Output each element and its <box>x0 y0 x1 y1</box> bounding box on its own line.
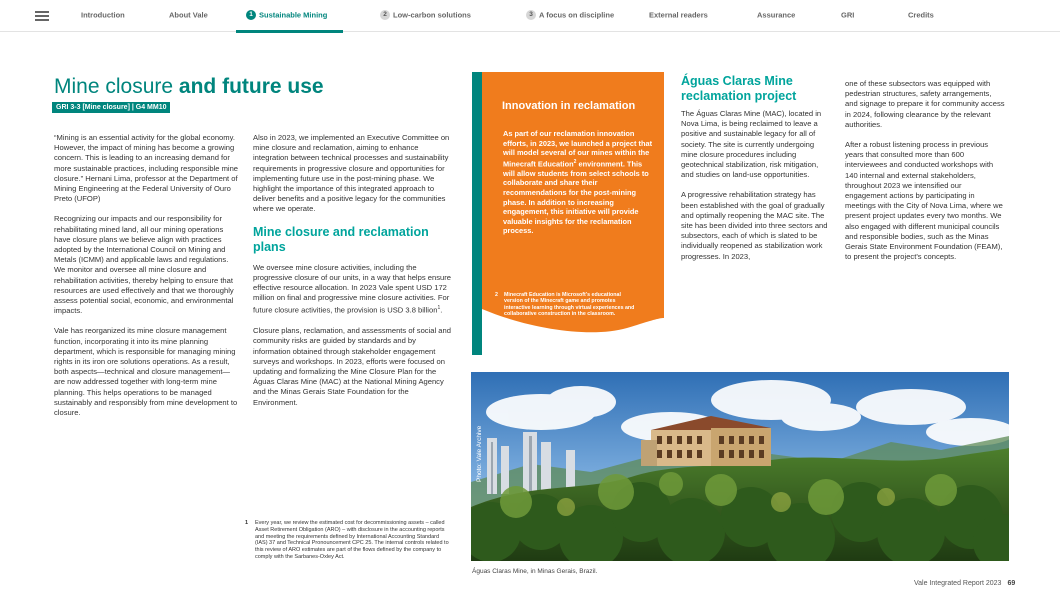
section-heading: Mine closure and reclamation plans <box>253 224 429 254</box>
page-footer <box>914 580 1015 587</box>
nav-label: Credits <box>908 10 934 20</box>
title-light: Mine closure <box>54 75 174 98</box>
callout-footnote <box>495 292 635 318</box>
photo-credit: Photo: Vale Archive <box>476 425 483 482</box>
footnote <box>245 520 450 561</box>
title-bold: and future use <box>178 75 324 98</box>
body-paragraph: Recognizing our impacts and our responsibility for rehabilitating mined land, all our mining operations have closure plans we believe align with practices adopted by the International Council on Mining and Metals (ICMM) and applicable laws and regulations. We monitor and oversee all mine closure and rehabilitation activities, thereby helping to ensure that resources are used effectively and that we thoroughly assess potential social, economic, and environmental impacts. <box>54 214 234 316</box>
quote-paragraph: “Mining is an essential activity for the global economy. However, the impact of mining has become a growing concern. This is leading to an increasing demand for more sustainable practices, including responsible mine closure.” Hernani Lima, professor at the Department of Mining Engineering at the Federal University of Ouro Preto (UFOP) <box>54 133 239 204</box>
nav-label: GRI <box>841 10 855 20</box>
nav-low-carbon-solutions[interactable] <box>380 10 471 20</box>
nav-focus-on-discipline[interactable] <box>526 10 614 20</box>
footnote-ref[interactable]: 1 <box>437 305 441 312</box>
chapter-number-badge: 2 <box>380 10 390 20</box>
top-navigation <box>0 0 1060 32</box>
text-run: We oversee mine closure activities, including the progressive closure of our units, in a way that helps ensure effective resource allocation. In 2023 Vale spent USD 172 million on final and progressive mine closure activities. For future closure activities, the provision is USD 3.8 billion <box>253 262 451 315</box>
column-2 <box>253 133 451 418</box>
body-paragraph: one of these subsectors was equipped with pedestrian structures, safety arrangements, and signage to prepare it for community access in 2024, following clearance by the relevant authorities. <box>845 79 1005 129</box>
text-run: As part of our reclamation innovation efforts, in 2023, we launched a project that will model several of our mines within the Minecraft Education <box>503 129 653 169</box>
body-paragraph: Vale has reorganized its mine closure management function, incorporating it into its mine planning department, which is responsible for managing mining rights in its iron ore solutions operations. As a result, both aspects—technical and closure management—are now addressed together with long-term mine planning. This helps operations to be managed sustainably and responsibly from mine development to closure. <box>54 326 238 418</box>
nav-label: Assurance <box>757 10 796 20</box>
chapter-number-badge: 3 <box>526 10 536 20</box>
body-paragraph <box>253 263 451 317</box>
column-5 <box>845 79 1005 272</box>
nav-label: Introduction <box>81 10 125 20</box>
report-name: Vale Integrated Report 2023 <box>914 580 1002 587</box>
body-paragraph: The Águas Claras Mine (MAC), located in Nova Lima, is being reclaimed to leave a positive and sustainable legacy for all of society. The site is currently undergoing mine closure procedures including geotechnical stabilization, risk mitigation, and studies on land-use opportunities. <box>681 109 822 180</box>
text-run: . <box>440 305 443 315</box>
active-tab-indicator <box>236 30 343 33</box>
column-1 <box>54 133 239 428</box>
nav-label: External readers <box>649 10 708 20</box>
body-paragraph: A progressive rehabilitation strategy has been established with the goal of gradually and optimally reopening the MAC site. The site has been divided into three sectors and subsectors, each of which is slated to be individually reopened as stabilization work progresses. In 2023, <box>681 190 828 261</box>
nav-credits[interactable] <box>908 10 934 20</box>
nav-external-readers[interactable] <box>649 10 708 20</box>
gri-badge: GRI 3-3 [Mine closure] | G4 MM10 <box>52 102 170 113</box>
footnote-number: 2 <box>495 292 498 298</box>
nav-label: Sustainable Mining <box>259 10 328 20</box>
page-title <box>54 75 324 99</box>
mine-photo <box>471 372 1009 561</box>
photo-caption: Águas Claras Mine, in Minas Gerais, Brazil. <box>472 568 598 575</box>
body-paragraph: Also in 2023, we implemented an Executive Committee on mine closure and reclamation, aiming to enhance integration between technical processes and sustainability requirements in progressive closure and opportunities for implementing future use in the post-mining phase. We highlight the importance of this integrated approach to deliver benefits and a positive legacy for the communities where we operate. <box>253 133 450 214</box>
callout-text <box>503 129 653 236</box>
column-4 <box>681 74 831 272</box>
nav-assurance[interactable] <box>757 10 795 20</box>
nav-label: About Vale <box>169 10 208 20</box>
chapter-number-badge: 1 <box>246 10 256 20</box>
text-run: environment. This will allow students from select schools to collaborate and share their recommendations for the post-mining phase. In addition to increasing engagement, this initiative will provide valuable insights for the reclamation process. <box>503 159 649 236</box>
footnote-ref[interactable]: 2 <box>573 158 577 165</box>
menu-icon[interactable] <box>35 11 49 21</box>
nav-gri[interactable] <box>841 10 854 20</box>
footnote-number: 1 <box>245 520 249 526</box>
nav-about-vale[interactable] <box>169 10 208 20</box>
nav-label: A focus on discipline <box>539 10 615 20</box>
photo-illustration <box>471 372 1009 561</box>
page-number: 69 <box>1007 580 1016 587</box>
nav-sustainable-mining[interactable] <box>246 10 327 20</box>
callout-title: Innovation in reclamation <box>502 100 636 112</box>
body-paragraph: After a robust listening process in previous years that consulted more than 600 interviewees and conducted workshops with 140 internal and external stakeholders, throughout 2023 we intensified our engagement actions by participating in meetings with the City of Nova Lima, where we present project updates every two months. We also engaged with different municipal councils and responsible bodies, such as the Minas Gerais State Environment Foundation (FEAM), to present the project's concepts. <box>845 140 1003 262</box>
nav-introduction[interactable] <box>81 10 125 20</box>
footnote-text: Minecraft Education is Microsoft's educational version of the Minecraft game and promotes interactive learning through virtual experiences and collaborative construction in the classroom. <box>504 292 635 318</box>
footnote-text: Every year, we review the estimated cost for decommissioning assets – called Asset Retirement Obligation (ARO) – with disclosure in the accounting reports and meeting the requirements defined by International Accounting Standard (IAS) 37 and Technical Pronouncement CPC 25. The internal controls related to this review of ARO estimates are part of the flows defined by the company to comply with the Sarbanes-Oxley Act. <box>255 520 449 560</box>
nav-label: Low-carbon solutions <box>393 10 471 20</box>
body-paragraph: Closure plans, reclamation, and assessments of social and community risks are guided by standards and by information obtained through stakeholder engagement surveys and workshops. In 2023, efforts were focused on updating and formalizing the Mine Closure Plan for the Águas Claras Mine (MAC) at the National Mining Agency and the Minas Gerais State Foundation for the Environment. <box>253 326 451 407</box>
section-heading: Águas Claras Mine reclamation project <box>681 74 797 103</box>
